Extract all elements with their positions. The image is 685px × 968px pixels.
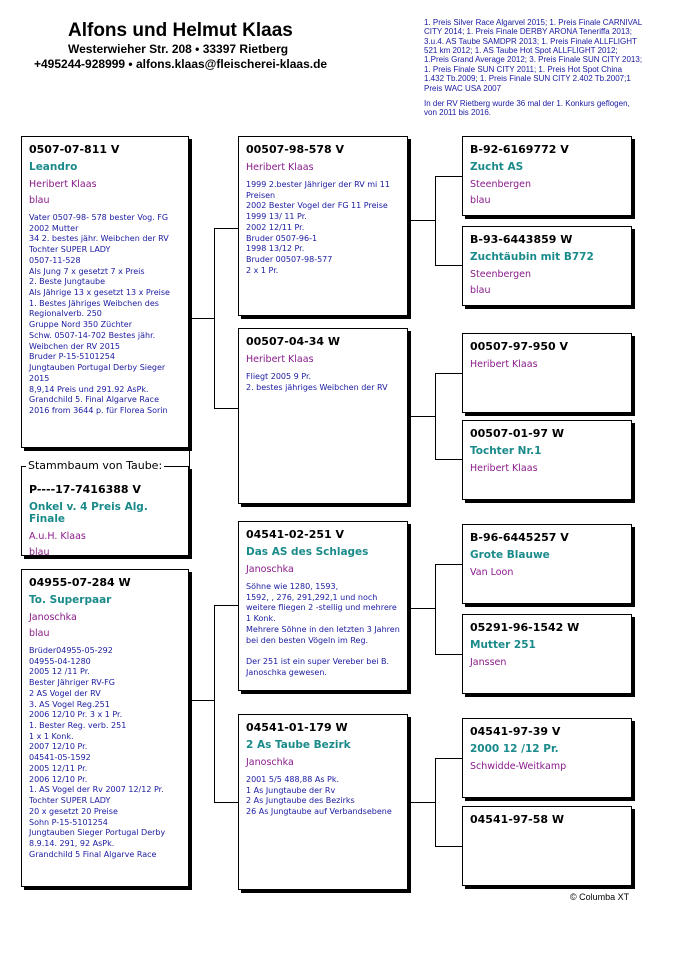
gg-fff-name: Zucht AS (470, 161, 524, 173)
breeder-name: Alfons und Helmut Klaas (68, 20, 293, 41)
breeder-contact: +495244-928999 • alfons.klaas@fleischerei-klaas.de (34, 57, 328, 71)
father-name: Leandro (29, 161, 78, 173)
mother-sire-notes: Söhne wie 1280, 1593, 1592, , 276, 291,292,1 und noch weitere fliegen 2 -stellig und mehrere 1 Konk. Mehrere Söhne in den letzten 3 Jahren bei den besten Vögeln im Reg. Der 251 ist ein super Vereber bei B. Janoschka gewesen. (246, 582, 400, 677)
connector-fmf-h (435, 373, 462, 374)
mother-ring: 04955-07-284 W (29, 576, 131, 589)
connector-father-h (189, 318, 214, 319)
gg-mff-ring: B-96-6445257 V (470, 531, 569, 544)
gg-ffm-ring: B-93-6443859 W (470, 233, 573, 246)
mother-sire-card[interactable] (238, 521, 408, 691)
gg-fmm-owner: Heribert Klaas (470, 463, 538, 474)
subject-color: blau (29, 547, 50, 556)
gg-mmf-name: 2000 12 /12 Pr. (470, 743, 559, 755)
gg-fff-owner: Steenbergen (470, 179, 531, 190)
mother-owner: Janoschka (29, 612, 77, 623)
awards-note: In der RV Rietberg wurde 36 mal der 1. Konkurs geflogen, von 2011 bis 2016. (424, 98, 630, 118)
awards-text: 1. Preis Silver Race Algarvel 2015; 1. Preis Finale CARNIVAL CITY 2014; 1. Preis Finale DERBY ARONA Teneriffa 2013; 3.u.4. AS Taube SAMDPR 2013; 1. Preis Finale ALLFLIGHT 521 km 2012; 1. AS Taube Hot Spot ALLFLIGHT 2012; 1.Preis Grand Average 2012; 3. Preis Finale SUN CITY 2013; 1. Preis Finale SUN CITY 2011; 1. Preis Hot Spot China 1.432 Tb.2009; 1. Preis Finale SUN CITY 2.402 Tb.2007;1 Preis WAC USA 2007 (424, 18, 643, 93)
mother-dam-ring: 04541-01-179 W (246, 721, 348, 734)
connector-gen2-bottom (214, 605, 215, 802)
gg-ffm-owner: Steenbergen (470, 269, 531, 280)
mother-sire-ring: 04541-02-251 V (246, 528, 345, 541)
gg-fff-ring: B-92-6169772 V (470, 143, 569, 156)
connector-fm-out (408, 416, 435, 417)
mother-notes: Brüder04955-05-292 04955-04-1280 2005 12 /11 Pr. Bester Jähriger RV-FG 2 AS Vogel der RV 3. AS Vogel Reg.251 2006 12/10 Pr. 3 x 1 Pr. 1. Bester Reg. verb. 251 1 x 1 Konk. 2007 12/10 Pr. 04541-05-1592 2005 12/11 Pr. 2006 12/10 Pr. 1. AS Vogel der Rv 2007 12/12 Pr. Tochter SUPER LADY 20 x gesetzt 20 Preise Sohn P-15-5101254 Jungtauben Sieger Portugal Derby 8.9.14. 291, 92 AsPk. Grandchild 5 Final Algarve Race (29, 646, 166, 859)
mother-color: blau (29, 628, 50, 639)
mother-dam-owner: Janoschka (246, 757, 294, 768)
connector-fmm-h (435, 459, 462, 460)
connector-mm-h (214, 802, 238, 803)
connector-mm-out (408, 802, 435, 803)
gg-fmf-owner: Heribert Klaas (470, 359, 538, 370)
father-sire-owner: Heribert Klaas (246, 162, 314, 173)
connector-mother-h (189, 700, 214, 701)
gg-mmf-card[interactable] (462, 718, 632, 798)
connector-ffm-h (435, 265, 462, 266)
gg-fff-color: blau (470, 195, 491, 206)
gg-mmf-owner: Schwidde-Weitkamp (470, 761, 567, 772)
connector-ff-h (214, 228, 238, 229)
gg-mmm-ring: 04541-97-58 W (470, 813, 564, 826)
connector-ff-parents (435, 176, 436, 265)
gg-mff-card[interactable] (462, 524, 632, 604)
awards-block (424, 18, 644, 124)
mother-dam-card[interactable] (238, 714, 408, 890)
gg-mmm-card[interactable] (462, 806, 632, 886)
father-owner: Heribert Klaas (29, 179, 97, 190)
mother-dam-name: 2 As Taube Bezirk (246, 739, 351, 751)
connector-mm-parents (435, 758, 436, 846)
gg-mfm-owner: Janssen (470, 657, 507, 668)
gg-fmm-card[interactable] (462, 420, 632, 500)
subject-name: Onkel v. 4 Preis Alg. Finale (29, 501, 148, 525)
father-ring: 0507-07-811 V (29, 143, 120, 156)
gg-ffm-card[interactable] (462, 226, 632, 306)
mother-name: To. Superpaar (29, 594, 112, 606)
father-sire-notes: 1999 2.bester Jähriger der RV mi 11 Preisen 2002 Bester Vogel der FG 11 Preise 1999 13/ 11 Pr. 2002 12/11 Pr. Bruder 0507-96-1 1998 13/12 Pr. Bruder 00507-98-577 2 x 1 Pr. (246, 180, 390, 275)
subject-ring: P----17-7416388 V (29, 483, 141, 496)
footer-copyright: © Columba XT (570, 892, 630, 902)
connector-mff-h (435, 564, 462, 565)
gg-ffm-name: Zuchtäubin mit B772 (470, 251, 594, 263)
gg-mmf-ring: 04541-97-39 V (470, 725, 561, 738)
subject-owner: A.u.H. Klaas (29, 531, 86, 542)
father-dam-ring: 00507-04-34 W (246, 335, 340, 348)
gg-mfm-ring: 05291-96-1542 W (470, 621, 580, 634)
father-dam-owner: Heribert Klaas (246, 354, 314, 365)
gg-ffm-color: blau (470, 285, 491, 296)
connector-fff-h (435, 176, 462, 177)
mother-card[interactable] (21, 569, 189, 887)
father-color: blau (29, 195, 50, 206)
connector-mmf-h (435, 758, 462, 759)
gg-mfm-card[interactable] (462, 614, 632, 694)
connector-mf-parents (435, 564, 436, 654)
father-sire-ring: 00507-98-578 V (246, 143, 345, 156)
subject-label: Stammbaum von Taube: (28, 459, 163, 472)
connector-mmm-h (435, 846, 462, 847)
gg-fff-card[interactable] (462, 136, 632, 216)
connector-mf-out (408, 608, 435, 609)
mother-sire-name: Das AS des Schlages (246, 546, 369, 558)
connector-ff-out (408, 220, 435, 221)
subject-card[interactable] (21, 466, 189, 556)
father-card[interactable] (21, 136, 189, 448)
mother-dam-notes: 2001 5/5 488,88 As Pk. 1 As Jungtaube der Rv 2 As Jungtaube des Bezirks 26 As Jungtaube auf Verbandsebene (246, 775, 392, 817)
gg-mff-owner: Van Loon (470, 567, 514, 578)
connector-fm-h (214, 408, 238, 409)
gg-mfm-name: Mutter 251 (470, 639, 536, 651)
connector-gen2-top (214, 228, 215, 408)
connector-mf-h (214, 605, 238, 606)
father-sire-card[interactable] (238, 136, 408, 316)
gg-fmm-ring: 00507-01-97 W (470, 427, 564, 440)
breeder-address: Westerwieher Str. 208 • 33397 Rietberg (68, 42, 289, 56)
father-dam-card[interactable] (238, 328, 408, 504)
connector-mfm-h (435, 654, 462, 655)
gg-fmm-name: Tochter Nr.1 (470, 445, 542, 457)
gg-fmf-card[interactable] (462, 333, 632, 413)
connector-fm-parents (435, 373, 436, 459)
father-dam-notes: Fliegt 2005 9 Pr. 2. bestes jähriges Weibchen der RV (246, 372, 388, 392)
mother-sire-owner: Janoschka (246, 564, 294, 575)
gg-fmf-ring: 00507-97-950 V (470, 340, 569, 353)
gg-mff-name: Grote Blauwe (470, 549, 550, 561)
father-notes: Vater 0507-98- 578 bester Vog. FG 2002 Mutter 34 2. bestes jähr. Weibchen der RV Tochter SUPER LADY 0507-11-528 Als Jung 7 x gesetzt 7 x Preis 2. Beste Jungtaube Als Jährige 13 x gesetzt 13 x Preise 1. Bestes Jähriges Weibchen des Regionalverb. 250 Gruppe Nord 350 Züchter Schw. 0507-14-702 Bestes jähr. Weibchen der RV 2015 Bruder P-15-5101254 Jungtauben Portugal Derby Sieger 2015 8,9,14 Preis und 291.92 AsPk. Grandchild 5. Final Algarve Race 2016 from 3644 p. für Florea Sorin (29, 213, 170, 415)
connector-father-mother (189, 318, 190, 500)
